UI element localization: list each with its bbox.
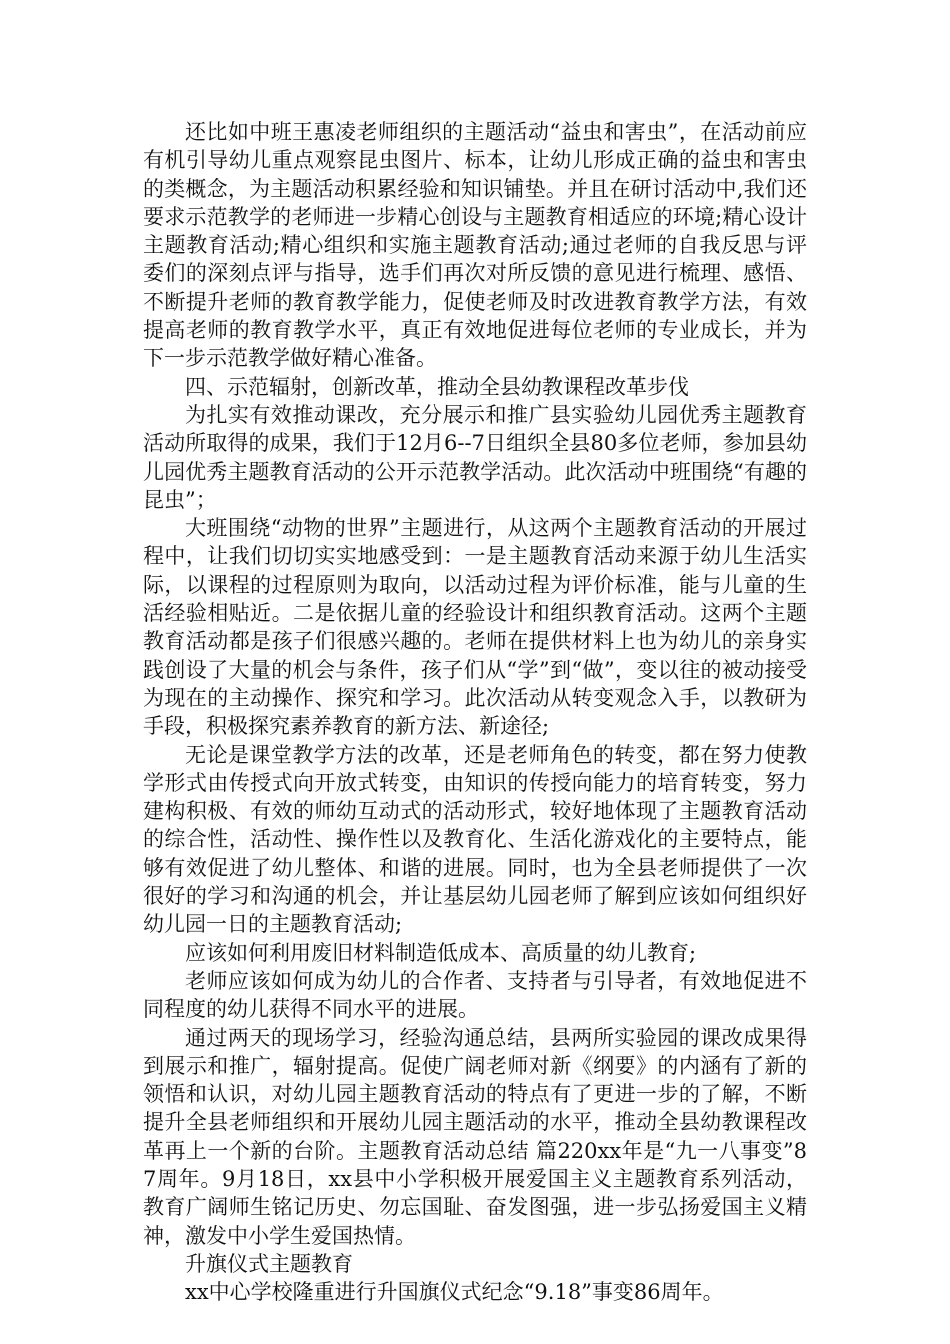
paragraph: 还比如中班王惠凌老师组织的主题活动“益虫和害虫”，在活动前应有机引导幼儿重点观察昆虫图片、标本，让幼儿形成正确的益虫和害虫的类概念，为主题活动积累经验和知识铺垫。并且在研讨活动中,我们还要求示范教学的老师进一步精心创设与主题教育相适应的环境;精心设计主题教育活动;精心组织和实施主题教育活动;通过老师的自我反思与评委们的深刻点评与指导，选手们再次对所反馈的意见进行梳理、感悟、不断提升老师的教育教学能力，促使老师及时改进教育教学方法，有效提高老师的教育教学水平，真正有效地促进每位老师的专业成长，并为下一步示范教学做好精心准备。	[143, 120, 807, 371]
paragraph: 通过两天的现场学习，经验沟通总结，县两所实验园的课改成果得到展示和推广，辐射提高。促使广阔老师对新《纲要》的内涵有了新的领悟和认识，对幼儿园主题教育活动的特点有了更进一步的了解，不断提升全县老师组织和开展幼儿园主题活动的水平，推动全县幼教课程改革再上一个新的台阶。主题教育活动总结 篇220xx年是“九一八事变”87周年。9月18日，xx县中小学积极开展爱国主义主题教育系列活动，教育广阔师生铭记历史、勿忘国耻、奋发图强，进一步弘扬爱国主义精神，激发中小学生爱国热情。	[143, 1025, 807, 1248]
paragraph: 老师应该如何成为幼儿的合作者、支持者与引导者，有效地促进不同程度的幼儿获得不同水平的进展。	[143, 968, 807, 1022]
paragraph: 应该如何利用废旧材料制造低成本、高质量的幼儿教育;	[185, 940, 697, 965]
section-heading: 四、示范辐射，创新改革，推动全县幼教课程改革步伐	[185, 374, 689, 399]
paragraph: 大班围绕“动物的世界”主题进行，从这两个主题教育活动的开展过程中，让我们切切实实地感受到：一是主题教育活动来源于幼儿生活实际，以课程的过程原则为取向，以活动过程为评价标准，能与儿童的生活经验相贴近。二是依据儿童的经验设计和组织教育活动。这两个主题教育活动都是孩子们很感兴趣的。老师在提供材料上也为幼儿的亲身实践创设了大量的机会与条件，孩子们从“学”到“做”，变以往的被动接受为现在的主动操作、探究和学习。此次活动从转变观念入手，以教研为手段，积极探究素养教育的新方法、新途径;	[143, 516, 807, 739]
subheading: 升旗仪式主题教育	[185, 1251, 353, 1276]
paragraph: xx中心学校隆重进行升国旗仪式纪念“9.18”事变86周年。	[185, 1280, 724, 1305]
paragraph: 为扎实有效推动课改，充分展示和推广县实验幼儿园优秀主题教育活动所取得的成果，我们于12月6--7日组织全县80多位老师，参加县幼儿园优秀主题教育活动的公开示范教学活动。此次活动中班围绕“有趣的昆虫”；	[143, 402, 807, 512]
document-body	[143, 118, 807, 1306]
paragraph: 无论是课堂教学方法的改革，还是老师角色的转变，都在努力使教学形式由传授式向开放式转变，由知识的传授向能力的培育转变，努力建构积极、有效的师幼互动式的活动形式，较好地体现了主题教育活动的综合性，活动性、操作性以及教育化、生活化游戏化的主要特点，能够有效促进了幼儿整体、和谐的进展。同时，也为全县老师提供了一次很好的学习和沟通的机会，并让基层幼儿园老师了解到应该如何组织好幼儿园一日的主题教育活动;	[143, 742, 807, 937]
